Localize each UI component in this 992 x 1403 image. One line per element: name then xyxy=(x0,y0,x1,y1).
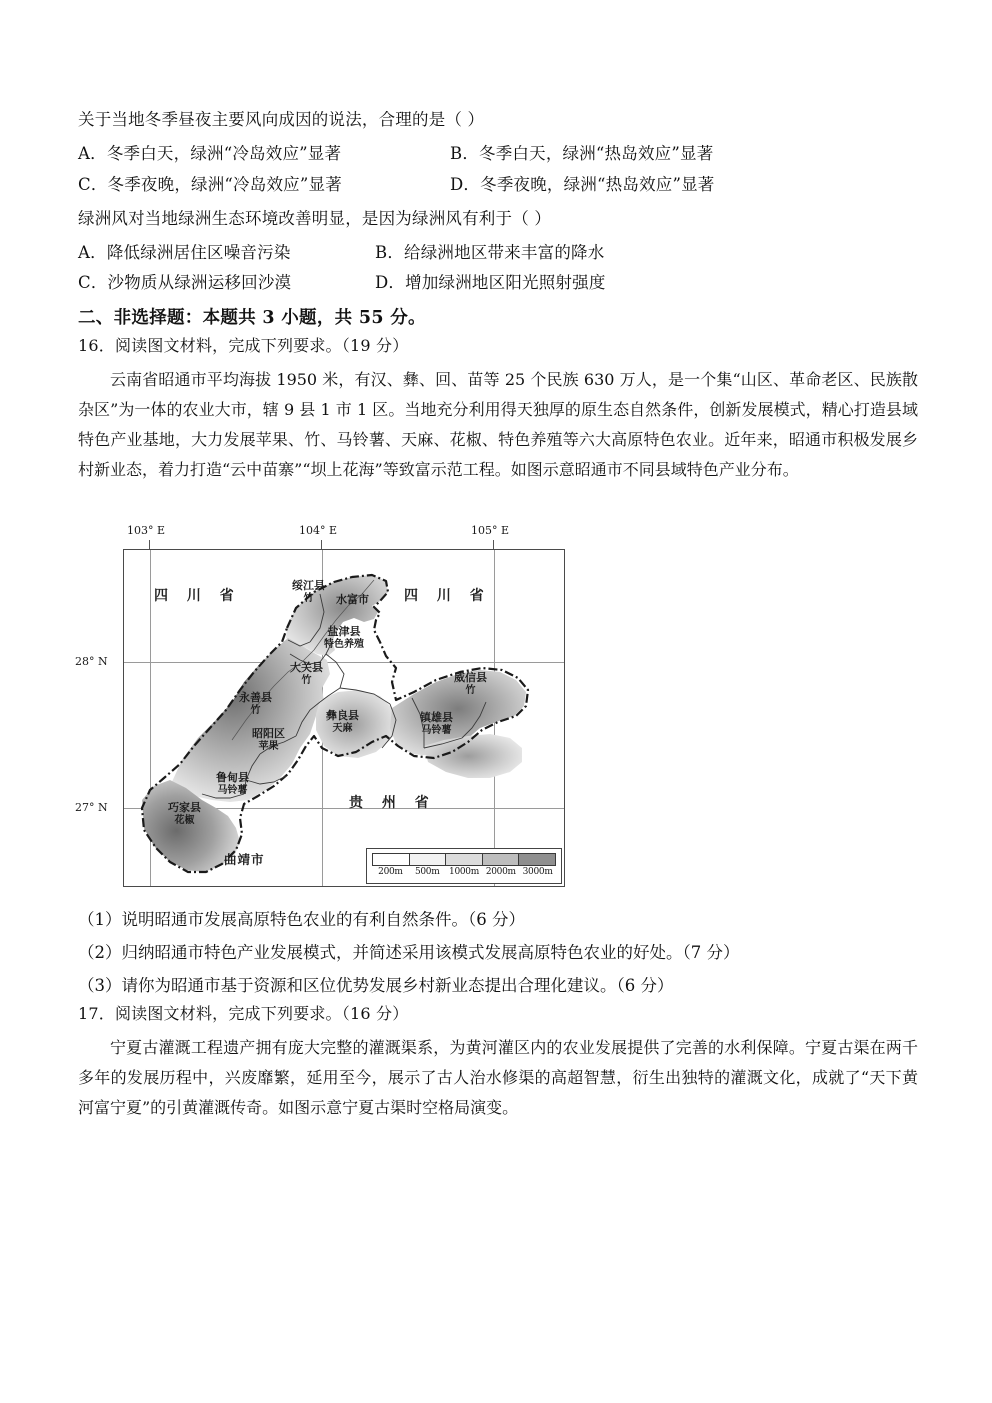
county-name: 水富市 xyxy=(336,593,369,606)
question-15-option-b[interactable]: B．给绿洲地区带来丰富的降水 xyxy=(375,243,605,262)
county-label-zhaoyang xyxy=(252,728,285,752)
county-label-shuifu xyxy=(336,594,369,607)
province-label-sichuan-east: 四 川 省 xyxy=(404,588,491,604)
county-product: 竹 xyxy=(250,704,261,716)
section-two-heading: 二、非选择题：本题共 3 小题，共 55 分。 xyxy=(78,308,426,328)
question-15-stem: 绿洲风对当地绿洲生态环境改善明显，是因为绿洲风有利于（ ） xyxy=(78,209,552,228)
question-14-stem: 关于当地冬季昼夜主要风向成因的说法，合理的是（ ） xyxy=(78,110,485,129)
elevation-legend-ticks xyxy=(372,867,556,877)
elevation-swatch-500m xyxy=(410,854,447,865)
elevation-tick-1000m: 1000m xyxy=(449,867,479,877)
elevation-swatch-3000m xyxy=(519,854,555,865)
question-14-option-d[interactable]: D．冬季夜晚，绿洲“热岛效应”显著 xyxy=(450,175,715,194)
map-frame xyxy=(123,549,565,887)
county-name: 昭阳区 xyxy=(252,727,285,740)
county-product: 马铃薯 xyxy=(421,724,452,736)
elevation-legend xyxy=(366,848,562,884)
county-product: 竹 xyxy=(301,674,312,686)
county-product: 特色养殖 xyxy=(324,638,364,650)
elevation-tick-3000m: 3000m xyxy=(522,867,553,877)
longitude-label-105e: 105° E xyxy=(471,524,510,537)
question-15-option-d[interactable]: D．增加绿洲地区阳光照射强度 xyxy=(375,273,606,292)
question-17-material: 宁夏古灌溉工程遗产拥有庞大完整的灌溉渠系，为黄河灌区内的农业发展提供了完善的水利保障。宁夏古渠在两千多年的发展历程中，兴废靡繁，延用至今，展示了古人治水修渠的高超智慧，衍生出独特的灌溉文化，成就了“天下黄河富宁夏”的引黄灌溉传奇。如图示意宁夏古渠时空格局演变。 xyxy=(78,1038,918,1117)
county-label-weixin xyxy=(454,672,487,696)
province-label-guizhou: 贵 州 省 xyxy=(349,795,436,811)
elevation-swatch-1000m xyxy=(446,854,483,865)
county-product: 马铃薯 xyxy=(217,784,248,796)
county-name: 威信县 xyxy=(454,671,487,684)
elevation-swatch-2000m xyxy=(483,854,520,865)
question-14-option-a[interactable]: A．冬季白天，绿洲“冷岛效应”显著 xyxy=(78,144,342,163)
county-name: 彝良县 xyxy=(326,709,359,722)
question-14-option-c[interactable]: C．冬季夜晚，绿洲“冷岛效应”显著 xyxy=(78,175,342,194)
county-label-yongshan xyxy=(239,692,272,716)
county-product: 苹果 xyxy=(258,740,279,752)
county-label-yiliang xyxy=(326,710,359,734)
county-label-yanjin xyxy=(324,626,364,650)
elevation-legend-bars xyxy=(372,853,556,866)
question-14-option-b[interactable]: B．冬季白天，绿洲“热岛效应”显著 xyxy=(450,144,714,163)
county-name: 大关县 xyxy=(290,661,323,674)
question-15-option-c[interactable]: C．沙物质从绿洲运移回沙漠 xyxy=(78,273,292,292)
county-name: 绥江县 xyxy=(292,579,325,592)
question-16-sub-3: （3）请你为昭通市基于资源和区位优势发展乡村新业态提出合理化建议。（6 分） xyxy=(78,976,674,995)
county-name: 镇雄县 xyxy=(420,711,453,724)
latitude-label-27n: 27° N xyxy=(75,801,108,814)
latitude-label-28n: 28° N xyxy=(75,655,108,668)
question-16-sub-2: （2）归纳昭通市特色产业发展模式，并简述采用该模式发展高原特色农业的好处。（7 分） xyxy=(78,943,740,962)
county-name: 永善县 xyxy=(239,691,272,704)
question-17-lead: 17．阅读图文材料，完成下列要求。（16 分） xyxy=(78,1004,409,1023)
zhaotong-county-industry-map xyxy=(75,522,565,887)
province-label-sichuan-west: 四 川 省 xyxy=(154,588,241,604)
county-label-daguan xyxy=(290,662,323,686)
elevation-tick-2000m: 2000m xyxy=(485,867,516,877)
elevation-tick-500m: 500m xyxy=(414,867,440,877)
county-name: 盐津县 xyxy=(327,625,361,638)
elevation-tick-200m: 200m xyxy=(378,867,403,877)
county-name: 巧家县 xyxy=(168,801,201,814)
county-label-ludian xyxy=(216,772,249,796)
question-16-material: 云南省昭通市平均海拔 1950 米，有汉、彝、回、苗等 25 个民族 630 万人，是一个集“山区、革命老区、民族散杂区”为一体的农业大市，辖 9 县 1 市 1 区。当地充分利用得天独厚的原生态自然条件，创新发展模式，精心打造县域特色产业基地，大力发展苹果、竹、马铃薯、天麻、花椒、特色养殖等六大高原特色农业。近年来，昭通市积极发展乡村新业态，着力打造“云中苗寨”“坝上花海”等致富示范工程。如图示意昭通市不同县域特色产业分布。 xyxy=(78,370,918,479)
county-product: 花椒 xyxy=(174,814,195,826)
county-product: 天麻 xyxy=(332,722,353,734)
county-label-zhenxiong xyxy=(420,712,453,736)
question-15-option-a[interactable]: A．降低绿洲居住区噪音污染 xyxy=(78,243,291,262)
question-16-sub-1: （1）说明昭通市发展高原特色农业的有利自然条件。（6 分） xyxy=(78,910,525,929)
question-16-lead: 16．阅读图文材料，完成下列要求。（19 分） xyxy=(78,336,409,355)
longitude-label-104e: 104° E xyxy=(299,524,338,537)
county-label-suijiang xyxy=(292,580,325,604)
county-product: 竹 xyxy=(303,592,314,604)
county-product: 竹 xyxy=(465,684,476,696)
county-name: 鲁甸县 xyxy=(216,771,249,784)
longitude-label-103e: 103° E xyxy=(127,524,166,537)
city-label-qujing: 曲靖市 xyxy=(224,852,265,867)
county-label-qiaojia xyxy=(168,802,201,826)
elevation-swatch-200m xyxy=(373,854,410,865)
